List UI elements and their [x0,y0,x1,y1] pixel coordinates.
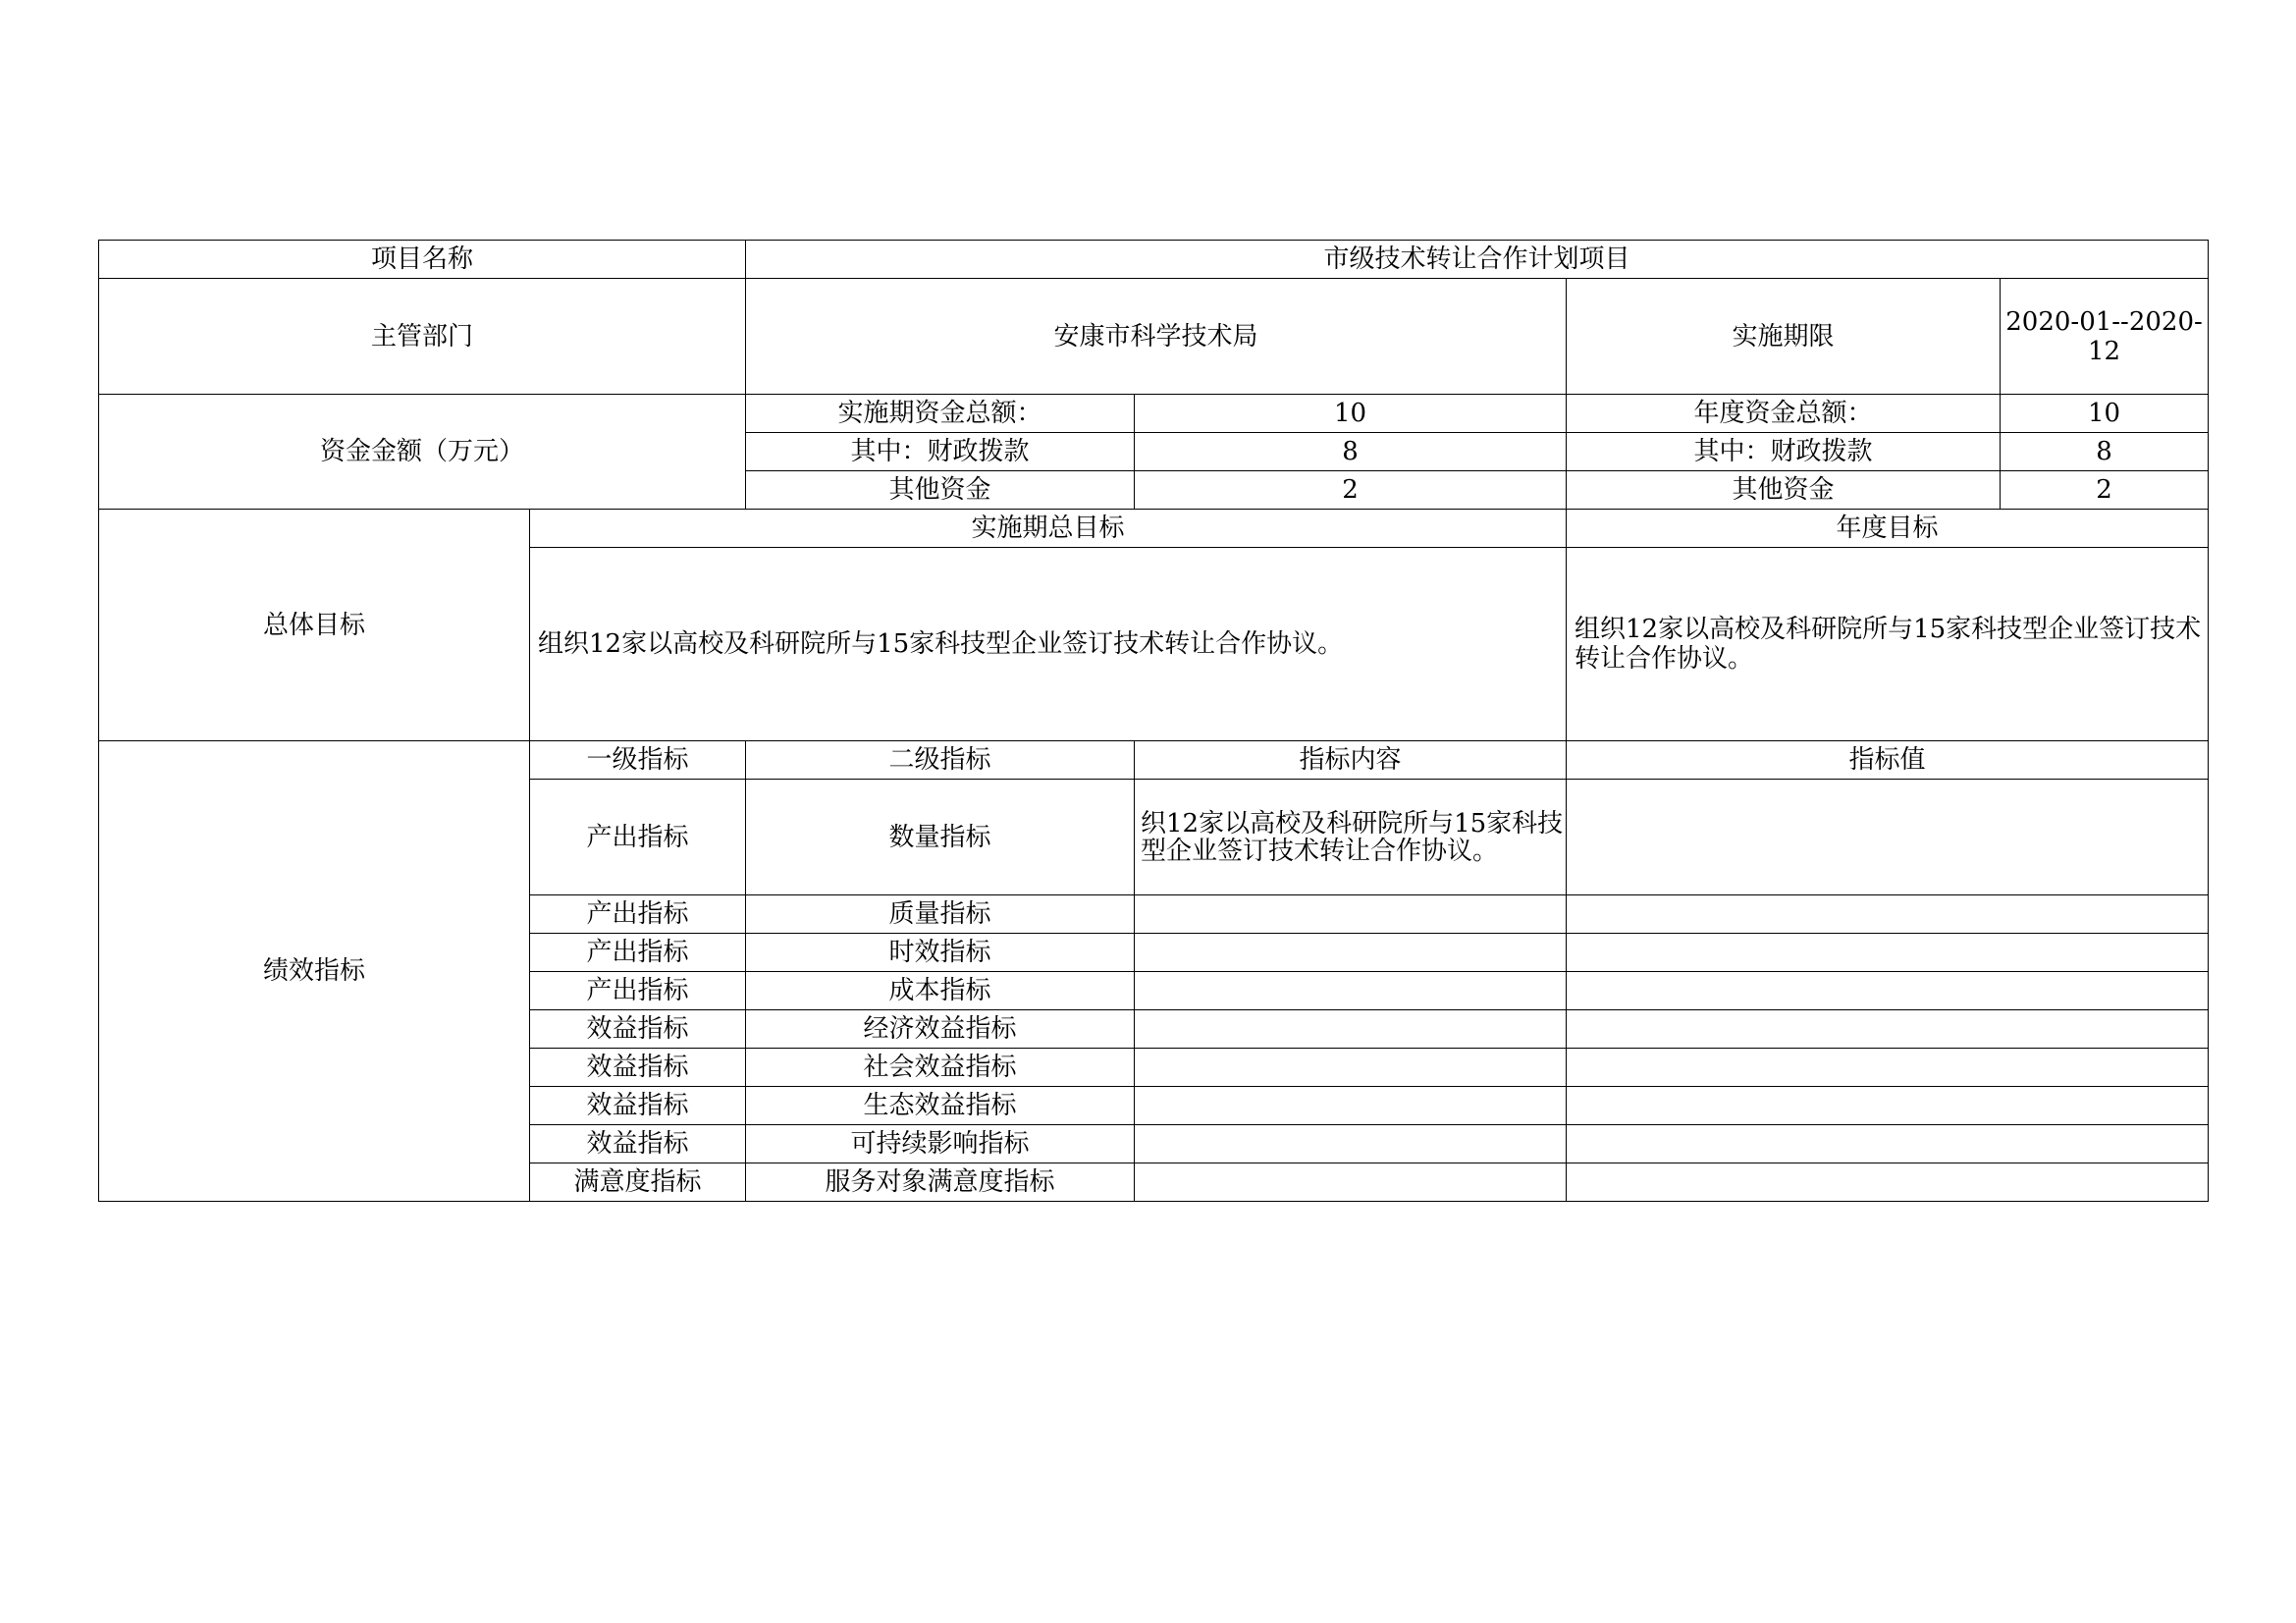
department-row [99,279,2209,395]
funds-year-value: 8 [2001,433,2209,471]
indicator-content [1135,934,1567,972]
indicator-level1: 产出指标 [530,972,746,1010]
indicator-value [1567,1010,2209,1049]
indicator-value [1567,895,2209,934]
indicator-content [1135,1163,1567,1202]
department-label: 主管部门 [99,279,746,395]
funds-impl-label: 其他资金 [746,471,1135,510]
header-content: 指标内容 [1135,741,1567,780]
indicator-level1: 效益指标 [530,1125,746,1163]
indicator-value [1567,1087,2209,1125]
header-value: 指标值 [1567,741,2209,780]
funds-year-value: 10 [2001,395,2209,433]
performance-label: 绩效指标 [99,741,530,1202]
department-value: 安康市科学技术局 [746,279,1567,395]
indicator-content [1135,895,1567,934]
indicator-content: 织12家以高校及科研院所与15家科技型企业签订技术转让合作协议。 [1135,780,1567,895]
indicator-content [1135,1087,1567,1125]
funds-impl-value: 2 [1135,471,1567,510]
funds-year-label: 其中：财政拨款 [1567,433,2001,471]
goals-header-row [99,510,2209,548]
indicator-level1: 产出指标 [530,780,746,895]
funds-label: 资金金额（万元） [99,395,746,510]
header-level1: 一级指标 [530,741,746,780]
indicator-level2: 成本指标 [746,972,1135,1010]
goals-label: 总体目标 [99,510,530,741]
goals-year-text: 组织12家以高校及科研院所与15家科技型企业签订技术转让合作协议。 [1567,548,2209,741]
indicator-content [1135,972,1567,1010]
funds-year-label: 年度资金总额： [1567,395,2001,433]
goals-year-header: 年度目标 [1567,510,2209,548]
indicator-value [1567,972,2209,1010]
project-name-value: 市级技术转让合作计划项目 [746,241,2209,279]
indicator-value [1567,780,2209,895]
goals-impl-text: 组织12家以高校及科研院所与15家科技型企业签订技术转让合作协议。 [530,548,1567,741]
funds-impl-label: 其中：财政拨款 [746,433,1135,471]
indicator-level1: 产出指标 [530,895,746,934]
funds-year-value: 2 [2001,471,2209,510]
period-label: 实施期限 [1567,279,2001,395]
indicator-level2: 可持续影响指标 [746,1125,1135,1163]
indicator-level1: 效益指标 [530,1087,746,1125]
funds-year-label: 其他资金 [1567,471,2001,510]
indicator-level1: 效益指标 [530,1010,746,1049]
funds-impl-value: 8 [1135,433,1567,471]
indicator-value [1567,934,2209,972]
indicator-level2: 质量指标 [746,895,1135,934]
funds-row [99,395,2209,433]
indicator-value [1567,1049,2209,1087]
indicator-level2: 经济效益指标 [746,1010,1135,1049]
indicator-content [1135,1010,1567,1049]
project-name-label: 项目名称 [99,241,746,279]
indicator-content [1135,1049,1567,1087]
indicator-level2: 时效指标 [746,934,1135,972]
indicator-level2: 生态效益指标 [746,1087,1135,1125]
indicator-level1: 产出指标 [530,934,746,972]
indicator-level1: 效益指标 [530,1049,746,1087]
indicator-level2: 社会效益指标 [746,1049,1135,1087]
performance-header-row [99,741,2209,780]
funds-impl-label: 实施期资金总额： [746,395,1135,433]
header-level2: 二级指标 [746,741,1135,780]
indicator-level1: 满意度指标 [530,1163,746,1202]
performance-target-table [98,240,2209,1202]
indicator-level2: 服务对象满意度指标 [746,1163,1135,1202]
indicator-content [1135,1125,1567,1163]
period-value: 2020-01--2020-12 [2001,279,2209,395]
indicator-value [1567,1125,2209,1163]
indicator-level2: 数量指标 [746,780,1135,895]
goals-impl-header: 实施期总目标 [530,510,1567,548]
indicator-value [1567,1163,2209,1202]
project-name-row [99,241,2209,279]
funds-impl-value: 10 [1135,395,1567,433]
